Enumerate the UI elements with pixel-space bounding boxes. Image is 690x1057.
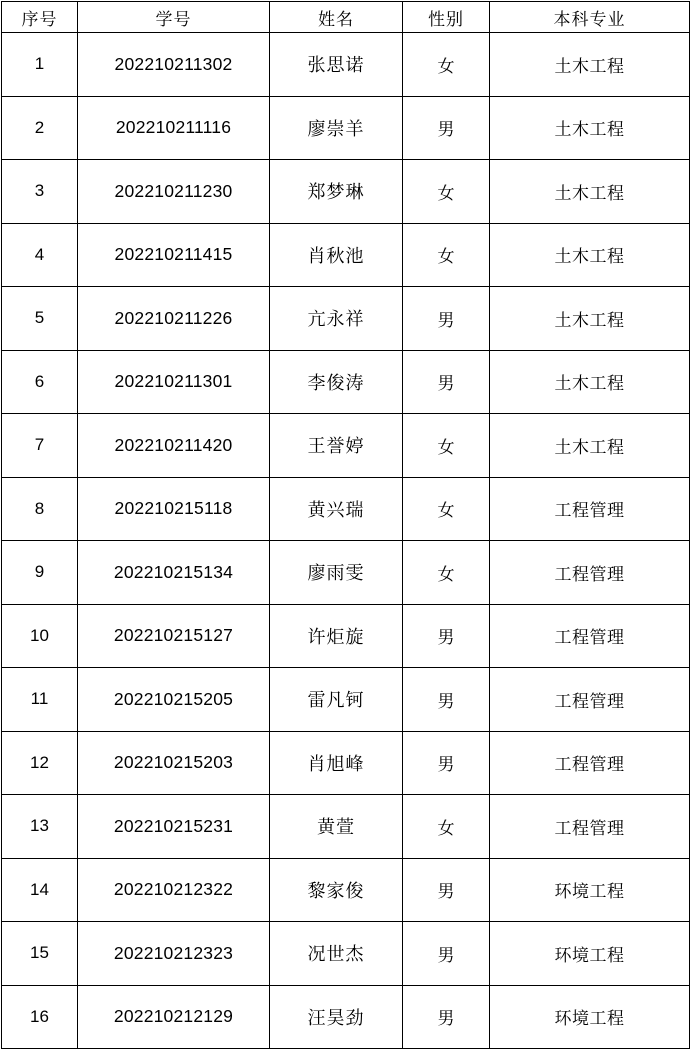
cell-index: 1	[2, 33, 78, 97]
cell-gender: 男	[403, 604, 490, 668]
table-row	[2, 287, 690, 351]
cell-major: 工程管理	[490, 477, 690, 541]
cell-index: 3	[2, 160, 78, 224]
cell-major: 工程管理	[490, 731, 690, 795]
table-row	[2, 922, 690, 986]
cell-name: 郑梦琳	[270, 160, 403, 224]
cell-gender: 女	[403, 223, 490, 287]
cell-index: 13	[2, 795, 78, 859]
cell-major: 土木工程	[490, 287, 690, 351]
cell-index: 5	[2, 287, 78, 351]
cell-index: 4	[2, 223, 78, 287]
cell-name: 黄兴瑞	[270, 477, 403, 541]
cell-index: 16	[2, 985, 78, 1049]
cell-sid: 202210212129	[78, 985, 270, 1049]
cell-name: 况世杰	[270, 922, 403, 986]
cell-sid: 202210211302	[78, 33, 270, 97]
cell-sid: 202210211420	[78, 414, 270, 478]
cell-sid: 202210215118	[78, 477, 270, 541]
cell-sid: 202210215231	[78, 795, 270, 859]
cell-major: 工程管理	[490, 795, 690, 859]
table-row	[2, 96, 690, 160]
cell-gender: 男	[403, 922, 490, 986]
cell-major: 土木工程	[490, 33, 690, 97]
cell-gender: 女	[403, 477, 490, 541]
table-row	[2, 477, 690, 541]
cell-major: 工程管理	[490, 668, 690, 732]
cell-index: 7	[2, 414, 78, 478]
cell-name: 张思诺	[270, 33, 403, 97]
cell-name: 亢永祥	[270, 287, 403, 351]
cell-gender: 男	[403, 731, 490, 795]
cell-major: 环境工程	[490, 985, 690, 1049]
table-header-row	[2, 2, 690, 33]
cell-major: 环境工程	[490, 922, 690, 986]
table-row	[2, 160, 690, 224]
cell-name: 雷凡钶	[270, 668, 403, 732]
cell-sid: 202210211230	[78, 160, 270, 224]
cell-gender: 女	[403, 414, 490, 478]
cell-sid: 202210211415	[78, 223, 270, 287]
cell-sid: 202210215203	[78, 731, 270, 795]
cell-name: 黄萱	[270, 795, 403, 859]
cell-gender: 男	[403, 287, 490, 351]
table-row	[2, 33, 690, 97]
cell-gender: 男	[403, 350, 490, 414]
column-header-sid: 学号	[78, 2, 270, 33]
cell-major: 工程管理	[490, 541, 690, 605]
cell-name: 肖秋池	[270, 223, 403, 287]
cell-index: 6	[2, 350, 78, 414]
cell-sid: 202210211116	[78, 96, 270, 160]
cell-name: 许炬旋	[270, 604, 403, 668]
cell-major: 土木工程	[490, 160, 690, 224]
cell-major: 工程管理	[490, 604, 690, 668]
cell-sid: 202210211226	[78, 287, 270, 351]
cell-index: 15	[2, 922, 78, 986]
table-header	[2, 2, 690, 33]
cell-sid: 202210215205	[78, 668, 270, 732]
cell-name: 黎家俊	[270, 858, 403, 922]
cell-name: 肖旭峰	[270, 731, 403, 795]
cell-index: 12	[2, 731, 78, 795]
cell-index: 8	[2, 477, 78, 541]
table-row	[2, 858, 690, 922]
table-row	[2, 223, 690, 287]
column-header-name: 姓名	[270, 2, 403, 33]
cell-major: 土木工程	[490, 350, 690, 414]
cell-name: 汪昊劲	[270, 985, 403, 1049]
cell-gender: 男	[403, 858, 490, 922]
cell-index: 14	[2, 858, 78, 922]
table-body	[2, 33, 690, 1049]
cell-gender: 男	[403, 668, 490, 732]
table-row	[2, 414, 690, 478]
cell-name: 李俊涛	[270, 350, 403, 414]
cell-gender: 女	[403, 160, 490, 224]
cell-name: 王誉婷	[270, 414, 403, 478]
cell-gender: 男	[403, 985, 490, 1049]
table-row	[2, 668, 690, 732]
cell-gender: 女	[403, 795, 490, 859]
cell-index: 11	[2, 668, 78, 732]
cell-gender: 女	[403, 541, 490, 605]
cell-gender: 女	[403, 33, 490, 97]
table-row	[2, 795, 690, 859]
table-row	[2, 350, 690, 414]
table-row	[2, 731, 690, 795]
cell-gender: 男	[403, 96, 490, 160]
cell-index: 2	[2, 96, 78, 160]
cell-name: 廖崇羊	[270, 96, 403, 160]
column-header-gender: 性别	[403, 2, 490, 33]
cell-major: 土木工程	[490, 96, 690, 160]
cell-sid: 202210215127	[78, 604, 270, 668]
cell-sid: 202210212322	[78, 858, 270, 922]
cell-major: 环境工程	[490, 858, 690, 922]
cell-major: 土木工程	[490, 414, 690, 478]
cell-index: 10	[2, 604, 78, 668]
cell-major: 土木工程	[490, 223, 690, 287]
column-header-index: 序号	[2, 2, 78, 33]
student-roster-table	[1, 1, 690, 1049]
cell-name: 廖雨雯	[270, 541, 403, 605]
cell-index: 9	[2, 541, 78, 605]
table-row	[2, 604, 690, 668]
cell-sid: 202210211301	[78, 350, 270, 414]
table-row	[2, 541, 690, 605]
cell-sid: 202210212323	[78, 922, 270, 986]
table-row	[2, 985, 690, 1049]
cell-sid: 202210215134	[78, 541, 270, 605]
column-header-major: 本科专业	[490, 2, 690, 33]
